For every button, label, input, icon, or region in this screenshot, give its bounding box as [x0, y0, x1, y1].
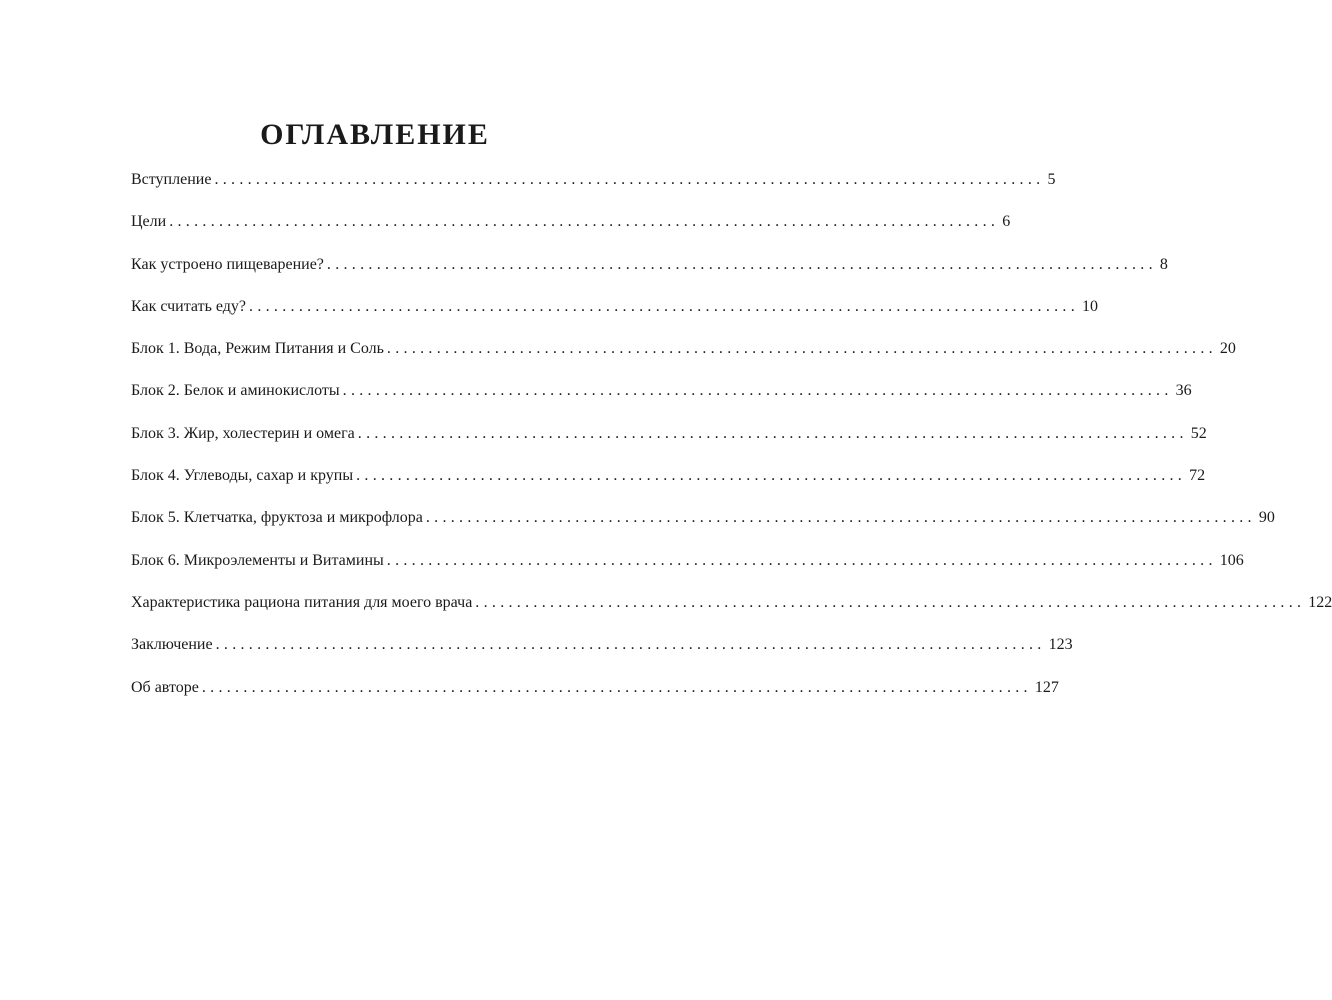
toc-entry-page: 106 — [1219, 551, 1244, 569]
page-title: ОГЛАВЛЕНИЕ — [260, 118, 490, 151]
toc-entry-label: Цели — [131, 213, 167, 231]
toc-entry-label: Блок 6. Микроэлементы и Витамины — [131, 551, 384, 569]
dot-leader: .................................................................................................... — [326, 255, 1157, 273]
toc-entry-label: Блок 1. Вода, Режим Питания и Соль — [131, 340, 384, 358]
toc-entry-page: 5 — [1047, 171, 1056, 188]
toc-entry-label: Заключение — [131, 636, 213, 654]
toc-entry-label: Об авторе — [131, 678, 199, 696]
toc-entry — [131, 504, 1275, 546]
toc-entry-page: 52 — [1190, 424, 1207, 442]
toc-entry — [131, 208, 1011, 250]
dot-leader: .................................................................................................... — [386, 551, 1217, 569]
toc-entry-label: Характеристика рациона питания для моего врача — [131, 593, 473, 611]
toc-entry-page: 122 — [1308, 593, 1332, 611]
dot-leader: .................................................................................................... — [201, 678, 1032, 696]
toc-entry-label: Как устроено пищеварение? — [131, 255, 324, 273]
toc-entry-label: Блок 4. Углеводы, сахар и крупы — [131, 467, 354, 485]
toc-entry-page: 72 — [1189, 467, 1206, 485]
dot-leader: .................................................................................................... — [214, 171, 1045, 188]
dot-leader: .................................................................................................... — [356, 467, 1187, 485]
dot-leader: .................................................................................................... — [249, 297, 1080, 315]
toc-entry-page: 6 — [1002, 213, 1011, 231]
dot-leader: .................................................................................................... — [342, 382, 1173, 400]
toc-entry — [131, 420, 1207, 462]
dot-leader: .................................................................................................... — [357, 424, 1188, 442]
toc-entry — [131, 547, 1244, 589]
dot-leader: .................................................................................................... — [169, 213, 1000, 231]
table-of-contents — [131, 166, 1332, 716]
dot-leader: .................................................................................................... — [425, 509, 1256, 527]
toc-entry — [131, 377, 1192, 419]
toc-entry-label: Вступление — [131, 171, 212, 188]
toc-entry-page: 36 — [1175, 382, 1192, 400]
dot-leader: .................................................................................................... — [475, 593, 1306, 611]
dot-leader: .................................................................................................... — [215, 636, 1046, 654]
dot-leader: .................................................................................................... — [386, 340, 1217, 358]
toc-entry-page: 20 — [1219, 340, 1236, 358]
toc-entry-page: 8 — [1159, 255, 1168, 273]
toc-entry-label: Как считать еду? — [131, 297, 247, 315]
toc-entry-page: 90 — [1258, 509, 1275, 527]
toc-entry-label: Блок 3. Жир, холестерин и омега — [131, 424, 355, 442]
toc-entry-label: Блок 2. Белок и аминокислоты — [131, 382, 340, 400]
toc-entry-label: Блок 5. Клетчатка, фруктоза и микрофлора — [131, 509, 423, 527]
toc-entry-page: 127 — [1034, 678, 1059, 696]
toc-entry-page: 123 — [1048, 636, 1073, 654]
toc-entry — [131, 674, 1059, 716]
toc-entry — [131, 631, 1073, 673]
toc-entry — [131, 166, 1056, 208]
toc-entry — [131, 251, 1168, 293]
toc-entry-page: 10 — [1082, 297, 1099, 315]
toc-entry — [131, 462, 1206, 504]
toc-entry — [131, 335, 1236, 377]
toc-entry — [131, 589, 1332, 631]
toc-entry — [131, 293, 1099, 335]
